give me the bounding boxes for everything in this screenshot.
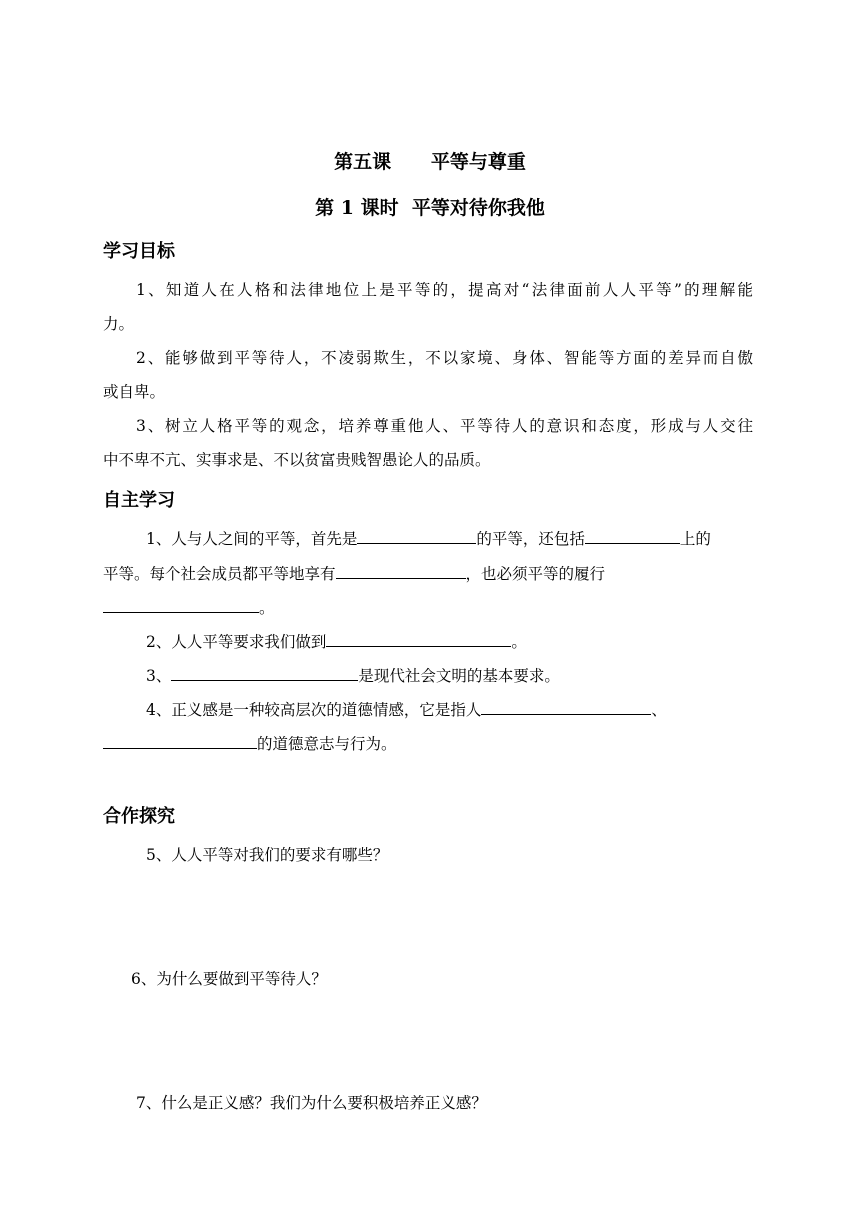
q4-text-c: 的道德意志与行为。 bbox=[257, 735, 397, 753]
question-4-line-2 bbox=[103, 732, 397, 754]
q2-text-b: 。 bbox=[511, 633, 527, 651]
q1-text-a: 1、人与人之间的平等，首先是 bbox=[146, 530, 358, 548]
q2-blank[interactable] bbox=[326, 631, 511, 647]
q3-blank[interactable] bbox=[171, 665, 358, 681]
goal-1-line-1: 1、知道人在人格和法律地位上是平等的，提高对“法律面前人人平等”的理解能 bbox=[136, 281, 753, 299]
question-3 bbox=[146, 664, 560, 686]
section-heading-cooperative-inquiry: 合作探究 bbox=[103, 806, 175, 827]
q1-text-e: ，也必须平等的履行 bbox=[465, 565, 606, 583]
question-1-line-2 bbox=[103, 562, 605, 584]
q4-blank-2[interactable] bbox=[103, 733, 257, 749]
goal-3-line-2: 中不卑不亢、实事求是、不以贫富贵贱智愚论人的品质。 bbox=[103, 451, 491, 469]
goal-3-line-1: 3、树立人格平等的观念，培养尊重他人、平等待人的意识和态度，形成与人交往 bbox=[136, 417, 753, 435]
lesson-title: 第五课 平等与尊重 bbox=[334, 151, 526, 173]
question-4-line-1 bbox=[146, 698, 667, 720]
q1-blank-2[interactable] bbox=[585, 528, 680, 544]
q1-text-c: 上的 bbox=[679, 530, 711, 548]
question-2 bbox=[146, 630, 527, 652]
q4-text-a: 4、正义感是一种较高层次的道德情感，它是指人 bbox=[146, 701, 482, 719]
q1-blank-3[interactable] bbox=[336, 563, 466, 579]
question-1-line-3 bbox=[103, 596, 275, 618]
question-7: 7、什么是正义感？我们为什么要积极培养正义感？ bbox=[136, 1094, 487, 1112]
q1-text-f: 。 bbox=[259, 599, 275, 617]
period-title: 第 1 课时 平等对待你我他 bbox=[315, 197, 545, 219]
q1-blank-1[interactable] bbox=[357, 528, 476, 544]
section-heading-self-study: 自主学习 bbox=[103, 490, 175, 511]
goal-1-line-2: 力。 bbox=[103, 315, 135, 333]
goal-2-line-1: 2、能够做到平等待人，不凌弱欺生，不以家境、身体、智能等方面的差异而自傲 bbox=[136, 349, 753, 367]
q1-text-d: 平等。每个社会成员都平等地享有 bbox=[103, 565, 336, 583]
question-1-line-1 bbox=[146, 527, 711, 549]
question-6: 6、为什么要做到平等待人？ bbox=[131, 970, 327, 988]
q4-blank-1[interactable] bbox=[481, 699, 651, 715]
q3-text-b: 是现代社会文明的基本要求。 bbox=[358, 667, 560, 685]
q1-blank-4[interactable] bbox=[103, 597, 259, 613]
q2-text-a: 2、人人平等要求我们做到 bbox=[146, 633, 327, 651]
section-heading-learning-goals: 学习目标 bbox=[103, 241, 175, 262]
q1-text-b: 的平等，还包括 bbox=[476, 530, 585, 548]
q3-text-a: 3、 bbox=[146, 667, 172, 685]
q4-text-b: 、 bbox=[651, 701, 667, 719]
question-5: 5、人人平等对我们的要求有哪些？ bbox=[146, 846, 389, 864]
goal-2-line-2: 或自卑。 bbox=[103, 383, 166, 401]
